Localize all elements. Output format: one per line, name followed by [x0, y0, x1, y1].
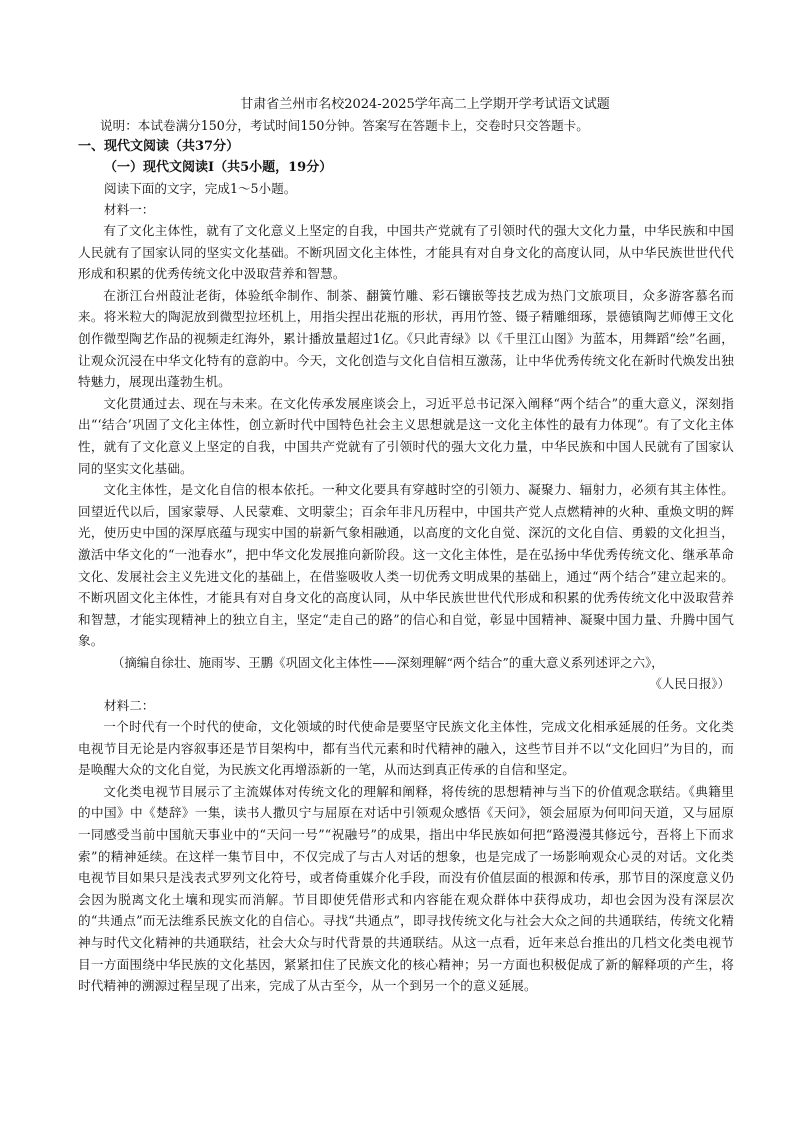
- material-1-source-publication: 《人民日报》）: [649, 676, 730, 692]
- material-2-paragraph: 一个时代有一个时代的使命，文化领域的时代使命是要坚守民族文化主体性，完成文化相承延展的任务。文化类电视节目无论是内容叙事还是节目架构中，都有当代元素和时代精神的融入，这些节目并不以“文化回归”为目的，而是唤醒大众的文化自觉，为民族文化再增添新的一笔，从而达到真正传承的自信和坚定。: [78, 719, 734, 778]
- subsection-heading-reading-1: （一）现代文阅读Ⅰ（共5小题，19分）: [104, 160, 333, 175]
- section-heading-reading: 一、现代文阅读（共37分）: [78, 139, 240, 154]
- material-2-paragraph: 文化类电视节目展示了主流媒体对传统文化的理解和阐释，将传统的思想精神与当下的价值观念联结。《典籍里的中国》中《楚辞》一集，读书人撒贝宁与屈原在对话中引领观众感悟《天问》，领会屈原为何叩问天道，又与屈原一同感受当前中国航天事业中的“天问一号”“祝融号”的成果，指出中华民族如何把“路漫漫其修远兮，吾将上下而求索”的精神延续。在这样一集节目中，不仅完成了与古人对话的想象，也是完成了一场影响观众心灵的对话。文化类电视节目如果只是浅表式罗列文化符号，或者倚重媒介化手段，而没有价值层面的根源和传承，那节目的深度意义仍会因为脱离文化土壤和现实而消解。节目即使凭借形式和内容能在观众群体中获得成功，却也会因为没有深层次的“共通点”而无法维系民族文化的自信心。寻找“共通点”，即寻找传统文化与社会大众之间的共通联结，传统文化精神与时代文化精神的共通联结，社会大众与时代背景的共通联结。从这一点看，近年来总台推出的几档文化类电视节目一方面围绕中华民族的文化基因，紧紧扣住了民族文化的核心精神；另一方面也积极促成了新的解释项的产生，将时代精神的溯源过程呈现了出来，完成了从古至今，从一个到另一个的意义延展。: [78, 783, 734, 994]
- material-1-paragraph: 有了文化主体性，就有了文化意义上坚定的自我，中国共产党就有了引领时代的强大文化力量，中华民族和中国人民就有了国家认同的坚实文化基础。不断巩固文化主体性，才能具有对自身文化的高度认同，从中华民族世世代代形成和积累的优秀传统文化中汲取营养和智慧。: [78, 223, 734, 282]
- reading-prompt: 阅读下面的文字，完成1～5小题。: [104, 181, 297, 196]
- exam-instructions: 说明：本试卷满分150分，考试时间150分钟。答案写在答题卡上，交卷时只交答题卡。: [100, 118, 589, 133]
- material-1-paragraph: 文化主体性，是文化自信的根本依托。一种文化要具有穿越时空的引领力、凝聚力、辐射力，必须有其主体性。回望近代以后，国家蒙辱、人民蒙难、文明蒙尘；百余年非凡历程中，中国共产党人点燃精神的火种、重焕文明的辉光，使历史中国的深厚底蕴与现实中国的崭新气象相融通，以高度的文化自觉、深沉的文化自信、勇毅的文化担当，激活中华文化的“一池春水”，把中华文化发展推向新阶段。这一文化主体性，是在弘扬中华优秀传统文化、继承革命文化、发展社会主义先进文化的基础上，在借鉴吸收人类一切优秀文明成果的基础上，通过“两个结合”建立起来的。不断巩固文化主体性，才能具有对自身文化的高度认同，从中华民族世世代代形成和积累的优秀传统文化中汲取营养和智慧，才能实现精神上的独立自主，坚定“走自己的路”的信心和自觉，彰显中国精神、凝聚中国力量、升腾中国气象。: [78, 482, 734, 649]
- exam-title: 甘肃省兰州市名校2024-2025学年高二上学期开学考试语文试题: [240, 97, 610, 112]
- material-1-label: 材料一：: [104, 202, 155, 217]
- material-2-label: 材料二：: [104, 698, 155, 714]
- material-1-paragraph: 在浙江台州葭沚老街，体验纸伞制作、制茶、翻簧竹雕、彩石镶嵌等技艺成为热门文旅项目，众多游客慕名而来。将米粒大的陶泥放到微型拉坯机上，用指尖捏出花瓶的形状，再用竹签、镊子精雕细琢，景德镇陶艺师傅王文化创作微型陶艺作品的视频走红海外，累计播放量超过1亿。《只此青绿》以《千里江山图》为蓝本，用舞蹈“绘”名画，让观众沉浸在中华文化特有的意韵中。今天，文化创造与文化自信相互激荡，让中华优秀传统文化在新时代焕发出独特魅力，展现出蓬勃生机。: [78, 287, 734, 390]
- material-1-paragraph: 文化贯通过去、现在与未来。在文化传承发展座谈会上，习近平总书记深入阐释“两个结合”的重大意义，深刻指出“‘结合’巩固了文化主体性，创立新时代中国特色社会主义思想就是这一文化主体性的最有力体现”。有了文化主体性，就有了文化意义上坚定的自我，中国共产党就有了引领时代的强大文化力量，中华民族和中国人民就有了国家认同的坚实文化基础。: [78, 395, 734, 476]
- material-1-source: （摘编自徐壮、施雨岑、王鹏《巩固文化主体性——深刻理解“两个结合”的重大意义系列述评之六》，: [112, 654, 664, 670]
